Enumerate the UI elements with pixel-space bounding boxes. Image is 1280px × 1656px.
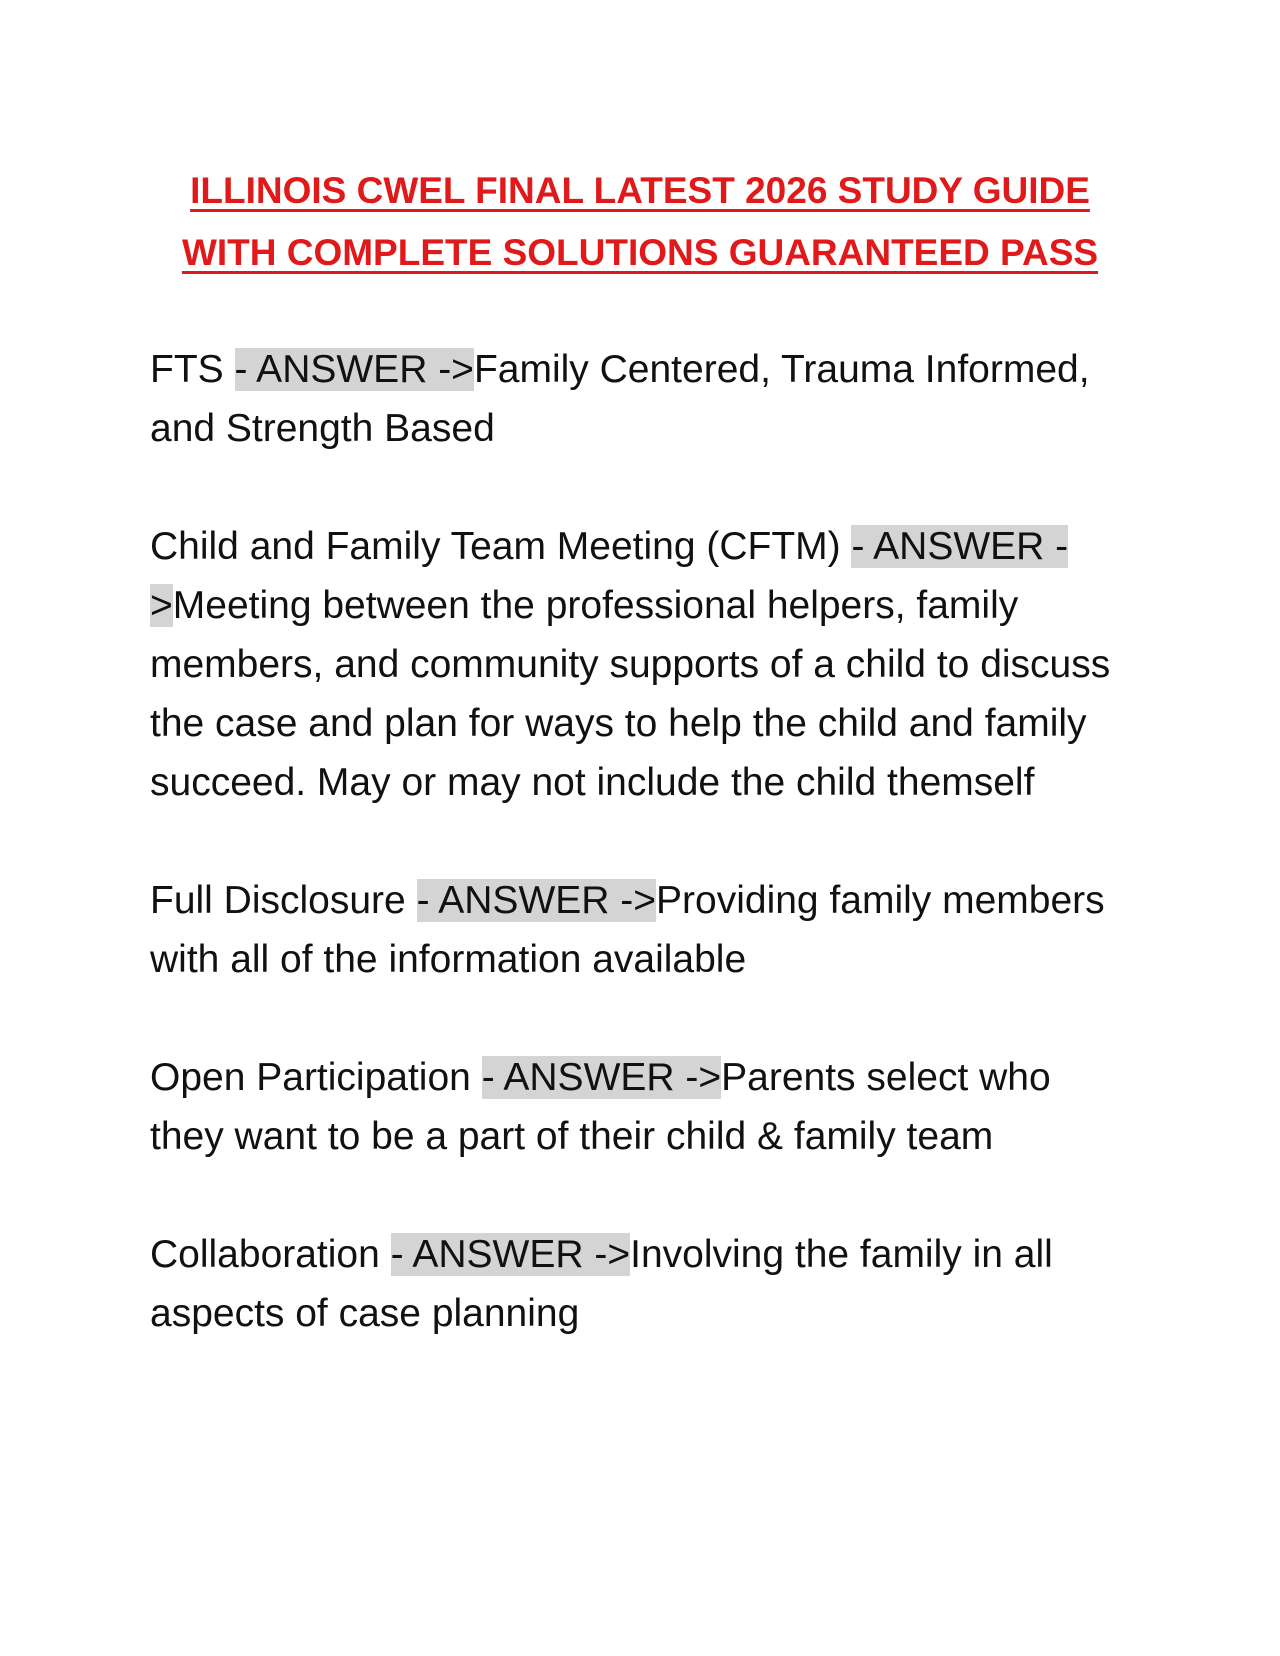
entry-term: Collaboration (150, 1233, 380, 1276)
entry-term: FTS (150, 348, 224, 391)
entry-term: Open Participation (150, 1056, 471, 1099)
qa-entry-full-disclosure (150, 871, 1130, 989)
entry-term: Full Disclosure (150, 879, 406, 922)
entry-definition: Parents select who they want to be a part of their child & family team (150, 1056, 1051, 1158)
entry-definition: Providing family members with all of the information available (150, 879, 1105, 981)
document-title (140, 160, 1140, 284)
entry-term: Child and Family Team Meeting (CFTM) (150, 525, 841, 568)
answer-marker: - ANSWER -> (416, 879, 657, 922)
qa-entry-fts (150, 340, 1130, 458)
answer-marker: - ANSWER -> (150, 525, 1069, 627)
title-line-1: ILLINOIS CWEL FINAL LATEST 2026 STUDY GUIDE (190, 170, 1090, 211)
qa-entry-collaboration (150, 1225, 1130, 1343)
answer-marker: - ANSWER -> (390, 1233, 631, 1276)
qa-entry-open-participation (150, 1048, 1130, 1166)
qa-entry-cftm (150, 517, 1130, 812)
answer-marker: - ANSWER -> (234, 348, 474, 391)
entry-definition: Family Centered, Trauma Informed, and Strength Based (150, 348, 1090, 450)
qa-list (150, 340, 1130, 1402)
answer-marker: - ANSWER -> (481, 1056, 722, 1099)
entry-definition: Involving the family in all aspects of case planning (150, 1233, 1053, 1335)
title-line-2: WITH COMPLETE SOLUTIONS GUARANTEED PASS (181, 232, 1099, 273)
entry-definition: Meeting between the professional helpers, family members, and community supports of a child to discuss the case and plan for ways to help the child and family succeed. May or may not include the child themself (150, 584, 1111, 804)
